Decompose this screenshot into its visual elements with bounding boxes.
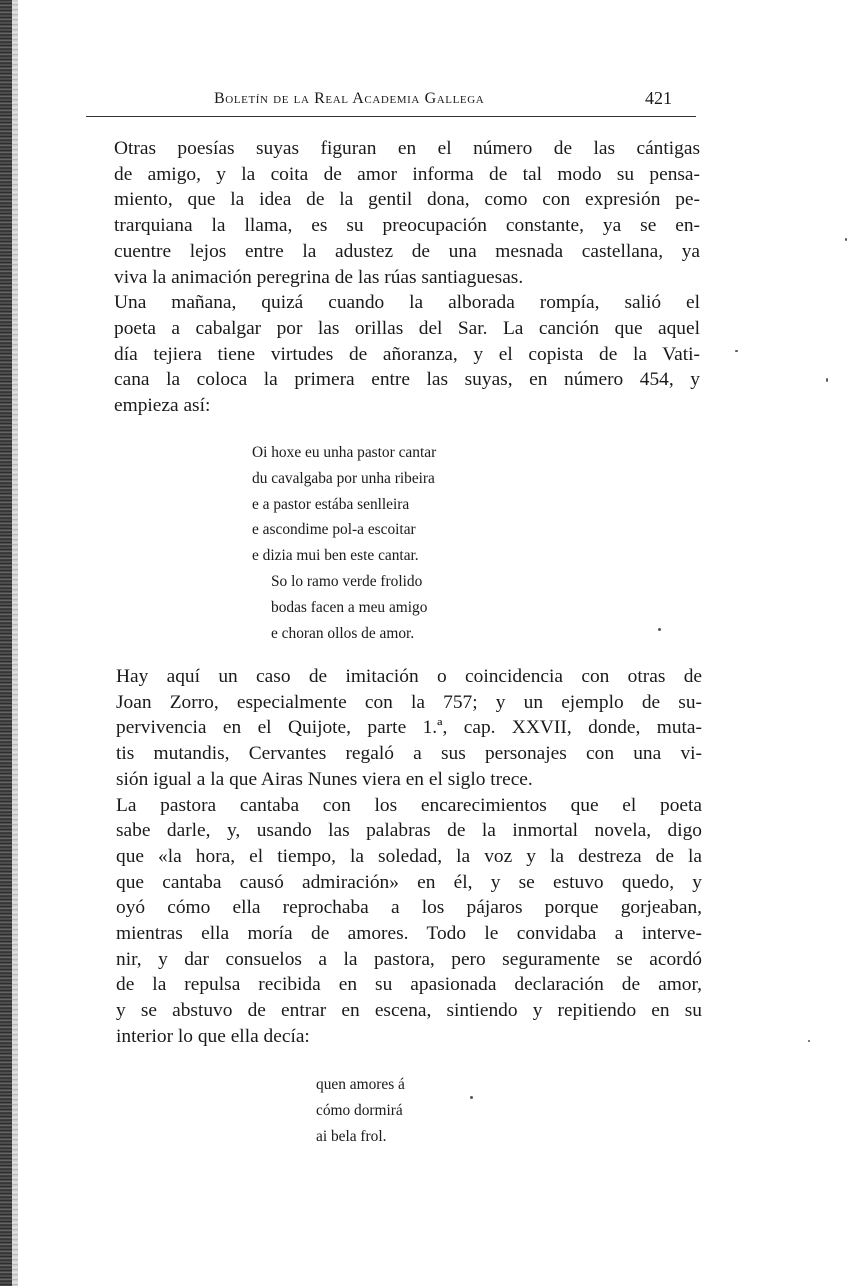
text-line: cuentre lejos entre la adustez de una mesnada castellana, ya — [114, 240, 700, 262]
running-title: Boletín de la Real Academia Gallega — [214, 90, 485, 107]
text-line: trarquiana la llama, es su preocupación constante, ya se en- — [114, 215, 700, 237]
text-line: cana la coloca la primera entre las suyas, en número 454, y — [114, 369, 700, 391]
page-number: 421 — [645, 88, 672, 108]
text-line: sión igual a la que Airas Nunes viera en el siglo trece. — [116, 768, 533, 790]
text-line: Hay aquí un caso de imitación o coincidencia con otras de — [116, 666, 702, 687]
text-line: empieza así: — [114, 395, 211, 417]
text-line: tis mutandis, Cervantes regaló a sus personajes con una vi- — [116, 743, 702, 765]
text-line: de amigo, y la coita de amor informa de tal modo su pensa- — [114, 163, 700, 185]
verse-line: Oi hoxe eu unha pastor cantar — [252, 444, 437, 461]
text-line: Una mañana, quizá cuando la alborada rompía, salió el — [114, 292, 700, 314]
text-line: viva la animación peregrina de las rúas santiaguesas. — [114, 266, 524, 288]
verse-quotation-1 — [252, 440, 436, 646]
text-line: interior lo que ella decía: — [116, 1025, 310, 1047]
text-line: día tejiera tiene virtudes de añoranza, y el copista de la Vati- — [114, 343, 700, 365]
paragraph-1 — [80, 136, 700, 290]
text-line: poeta a cabalgar por las orillas del Sar. La canción que aquel — [114, 317, 700, 339]
text-line: Otras poesías suyas figuran en el número de las cántigas — [114, 138, 700, 159]
paragraph-3 — [80, 664, 702, 793]
verse-line: e dizia mui ben este cantar. — [252, 547, 419, 565]
scan-speck — [826, 378, 828, 382]
paragraph-4 — [80, 793, 702, 1050]
scan-speck — [658, 628, 661, 631]
text-line: oyó cómo ella reprochaba a los pájaros porque gorjeaban, — [116, 897, 702, 919]
verse-line: e ascondime pol-a escoitar — [252, 521, 416, 539]
verse-line: ai bela frol. — [316, 1127, 387, 1145]
verse-line: cómo dormirá — [316, 1101, 403, 1119]
header-rule — [86, 116, 696, 117]
text-line: nir, y dar consuelos a la pastora, pero seguramente se acordó — [116, 948, 702, 970]
text-line: mientras ella moría de amores. Todo le convidaba a interve- — [116, 923, 702, 945]
book-spine-edge — [0, 0, 12, 1286]
verse-quotation-2 — [316, 1072, 405, 1149]
body-text-block-1 — [80, 136, 700, 419]
refrain-line: So lo ramo verde frolido — [271, 572, 423, 590]
text-line: La pastora cantaba con los encarecimientos que el poeta — [116, 794, 702, 816]
verse-line: quen amores á — [316, 1076, 405, 1093]
refrain-line: bodas facen a meu amigo — [271, 598, 428, 616]
text-line: Joan Zorro, especialmente con la 757; y un ejemplo de su- — [116, 691, 702, 713]
page-gutter-shadow — [12, 0, 18, 1286]
text-line: de la repulsa recibida en su apasionada declaración de amor, — [116, 974, 702, 996]
scan-speck — [845, 238, 847, 241]
text-line: miento, que la idea de la gentil dona, como con expresión pe- — [114, 189, 700, 211]
scan-speck — [470, 1096, 473, 1099]
text-line: que «la hora, el tiempo, la soledad, la voz y la destreza de la — [116, 845, 702, 867]
text-line: y se abstuvo de entrar en escena, sintiendo y repitiendo en su — [116, 1000, 702, 1022]
scan-speck — [735, 350, 738, 352]
paragraph-2 — [80, 290, 700, 419]
text-line: pervivencia en el Quijote, parte 1.ª, cap. XXVII, donde, muta- — [116, 717, 702, 739]
verse-line: e a pastor estába senlleira — [252, 495, 410, 513]
body-text-block-2 — [80, 664, 702, 1050]
verse-line: du cavalgaba por unha ribeira — [252, 469, 435, 487]
page-header — [86, 86, 700, 116]
text-line: que cantaba causó admiración» en él, y se estuvo quedo, y — [116, 871, 702, 893]
scan-speck — [808, 1040, 810, 1042]
text-line: sabe darle, y, usando las palabras de la inmortal novela, digo — [116, 820, 702, 842]
refrain-line: e choran ollos de amor. — [271, 624, 415, 642]
